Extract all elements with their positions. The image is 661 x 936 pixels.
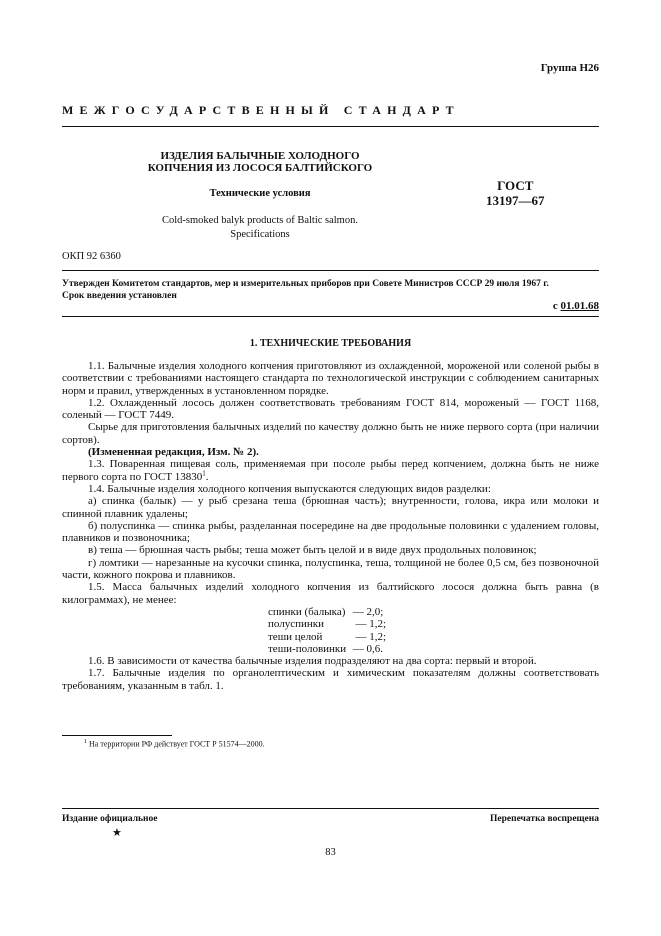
effective-date	[553, 300, 599, 312]
paragraph-1-3	[62, 458, 599, 483]
footnote-ref: 1	[202, 469, 206, 478]
paragraph-1-1: 1.1. Балычные изделия холодного копчения приготовляют из охлажденной, мороженой или соленой рыбы в соответствии с требованиями настоящего стандарта по технологической инструкции с соблюдением санитарных норм и правил, утвержденных в установленном порядке.	[62, 360, 599, 397]
english-title-line-1: Cold-smoked balyk products of Baltic salmon.	[162, 215, 358, 226]
approval-line-1: Утвержден Комитетом стандартов, мер и измерительных приборов при Совете Министров СССР 29 июля 1967 г.	[62, 279, 549, 289]
section-title: 1. ТЕХНИЧЕСКИЕ ТРЕБОВАНИЯ	[249, 338, 412, 349]
mass-name: спинки (балыка)	[268, 605, 346, 618]
english-title	[62, 214, 458, 242]
mass-value: — 0,6.	[350, 642, 383, 655]
bottom-rule	[62, 808, 599, 809]
paragraph-1-6: 1.6. В зависимости от качества балычные изделия подразделяют на два сорта: первый и второй.	[88, 655, 537, 668]
official-edition: Издание официальное	[62, 814, 158, 824]
mass-name: теши-половинки	[268, 642, 347, 655]
title-block	[62, 150, 458, 242]
mass-row	[268, 643, 418, 655]
standard-banner: МЕЖГОСУДАРСТВЕННЫЙ СТАНДАРТ	[62, 103, 460, 117]
paragraph-1-3-text: 1.3. Поваренная пищевая соль, применяемая при посоле рыбы перед копчением, должна быть не ниже первого сорта по ГОСТ 13830	[62, 458, 599, 483]
group-code: Группа Н26	[540, 62, 599, 74]
mass-value: — 1,2;	[350, 630, 387, 643]
paragraph-1-5: 1.5. Масса балычных изделий холодного копчения из балтийского лосося должна быть равна (в килограммах), не менее:	[62, 581, 599, 606]
paragraph-raw-material: Сырье для приготовления балычных изделий по качеству должно быть не ниже первого сорта (при наличии сортов).	[62, 421, 599, 446]
approval-rule	[62, 316, 599, 317]
section-body	[62, 360, 599, 692]
mass-name: теши целой	[268, 630, 323, 643]
footnote	[84, 739, 265, 749]
effective-date-prefix: с	[552, 300, 561, 312]
footnote-text: На территории РФ действует ГОСТ Р 51574—2000.	[87, 739, 265, 749]
gost-label: ГОСТ	[497, 178, 534, 193]
paragraph-1-4-a: а) спинка (балык) — у рыб срезана теша (брюшная часть); внутренности, голова, икра или молоки и спинной плавник удалены;	[62, 495, 599, 520]
paragraph-1-2: 1.2. Охлажденный лосось должен соответствовать требованиям ГОСТ 814, мороженый — ГОСТ 1168, соленый — ГОСТ 7449.	[62, 396, 599, 422]
mass-name: полуспинки	[268, 618, 325, 631]
gost-number: 13197—67	[486, 193, 545, 208]
reprint-notice: Перепечатка воспрещена	[489, 814, 599, 824]
mass-row	[268, 606, 418, 618]
mass-value: — 2,0;	[350, 605, 384, 618]
paragraph-1-4: 1.4. Балычные изделия холодного копчения выпускаются следующих видов разделки:	[88, 482, 491, 495]
paragraph-1-7: 1.7. Балычные изделия по органолептическим и химическим показателям должны соответствовать требованиям, указанным в табл. 1.	[62, 667, 599, 692]
footnote-mark: 1	[84, 739, 87, 745]
approval-block	[62, 278, 599, 302]
mass-row	[268, 631, 418, 643]
mass-row	[268, 618, 418, 630]
paragraph-1-3-end: .	[205, 470, 209, 483]
footnote-rule	[62, 735, 172, 736]
title-line-1: ИЗДЕЛИЯ БАЛЫЧНЫЕ ХОЛОДНОГО	[160, 150, 360, 162]
approval-line-2: Срок введения установлен	[62, 291, 177, 301]
gost-designation	[486, 178, 545, 208]
paragraph-1-4-v: в) теша — брюшная часть рыбы; теша может быть целой и в виде двух продольных половинок;	[88, 544, 537, 557]
okp-code: ОКП 92 6360	[62, 251, 121, 262]
mass-value: — 1,2;	[350, 618, 387, 631]
star-icon: ★	[112, 827, 122, 839]
subtitle: Технические условия	[209, 188, 311, 199]
paragraph-1-4-b: б) полуспинка — спинка рыбы, разделанная посередине на две продольные половинки с удалением головы, плавников и позвоночника;	[62, 519, 599, 545]
mass-list	[268, 606, 418, 655]
amendment-note: (Измененная редакция, Изм. № 2).	[88, 446, 259, 459]
page-number: 83	[325, 847, 336, 858]
english-title-line-2: Specifications	[230, 229, 290, 240]
title-line-2: КОПЧЕНИЯ ИЗ ЛОСОСЯ БАЛТИЙСКОГО	[147, 162, 373, 174]
mid-rule	[62, 270, 599, 271]
top-rule	[62, 126, 599, 127]
paragraph-1-4-g: г) ломтики — нарезанные на кусочки спинка, полуспинка, теша, толщиной не более 0,5 см, без позвоночной части, кожного покрова и плавников.	[62, 556, 599, 582]
effective-date-value: 01.01.68	[560, 300, 599, 312]
